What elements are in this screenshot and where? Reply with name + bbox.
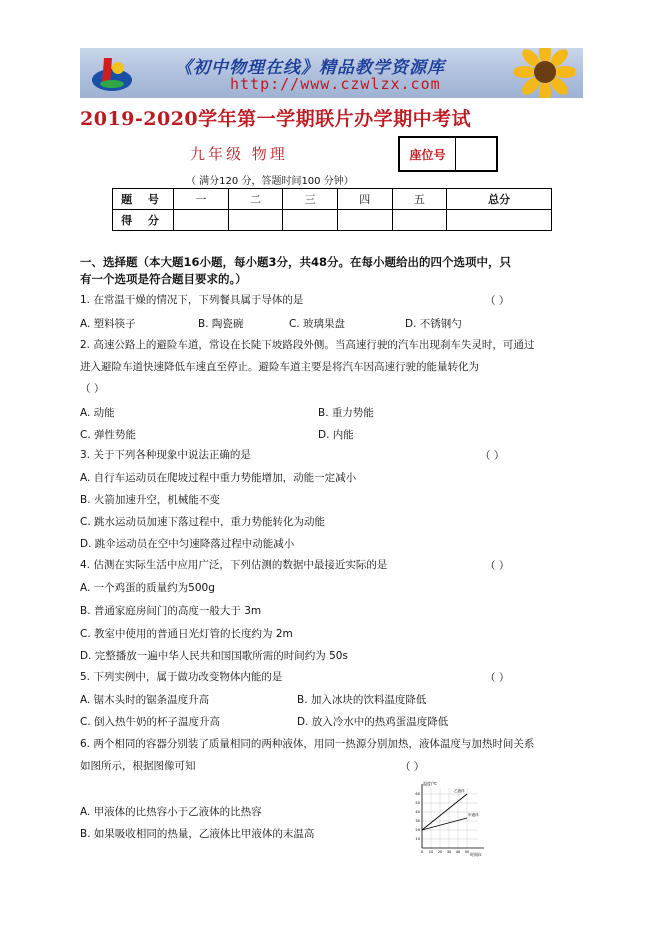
score-cell: 三 <box>283 189 338 210</box>
option-c: C. 跳水运动员加速下落过程中，重力势能转化为动能 <box>80 516 326 528</box>
graph-ylabel: 温度/℃ <box>423 781 437 786</box>
question-5-stem: 5. 下列实例中，属于做功改变物体内能的是 <box>80 671 283 683</box>
option-b: B. 重力势能 <box>318 407 374 419</box>
graph-xlabel: 时间/s <box>470 852 482 857</box>
answer-blank: （ ） <box>400 761 425 773</box>
score-cell <box>392 210 447 231</box>
score-cell <box>447 210 552 231</box>
answer-blank: （ ） <box>485 560 510 572</box>
score-cell: 四 <box>337 189 392 210</box>
option-c: C. 教室中使用的普通日光灯管的长度约为 2m <box>80 628 293 640</box>
option-b: B. 加入冰块的饮料温度降低 <box>297 694 427 706</box>
question-6-line1: 6. 两个相同的容器分别装了质量相同的两种液体，用同一热源分别加热，液体温度与加热时间关系 <box>80 738 535 750</box>
option-b: B. 如果吸收相同的热量，乙液体比甲液体的末温高 <box>80 828 315 840</box>
banner-url: http://www.czwlzx.com <box>230 75 441 93</box>
option-d: D. 完整播放一遍中华人民共和国国歌所需的时间约为 50s <box>80 650 348 662</box>
seat-number-box <box>398 136 498 172</box>
option-a: A. 一个鸡蛋的质量约为500g <box>80 582 215 594</box>
x-tick-label: 40 <box>455 850 461 854</box>
question-3-stem: 3. 关于下列各种现象中说法正确的是 <box>80 449 251 461</box>
option-c: C. 玻璃果盘 <box>289 318 346 330</box>
score-cell <box>174 210 229 231</box>
option-d: D. 内能 <box>318 429 354 441</box>
exam-info: （ 满分120 分，答题时间100 分钟） <box>186 176 354 187</box>
grade-subject: 九年级 物理 <box>190 145 288 163</box>
option-b: B. 普通家庭房间门的高度一般大于 3m <box>80 605 262 617</box>
option-c: C. 倒入热牛奶的杯子温度升高 <box>80 716 221 728</box>
question-2-line2: 进入避险车道快速降低车速直至停止。避险车道主要是将汽车因高速行驶的能量转化为 <box>80 361 479 373</box>
y-tick-label: 60 <box>415 792 420 796</box>
question-1-stem: 1. 在常温干燥的情况下，下列餐具属于导体的是 <box>80 294 304 306</box>
option-a: A. 塑料筷子 <box>80 318 136 330</box>
seat-value <box>456 138 496 170</box>
score-table <box>112 188 552 231</box>
series-label-jia: 甲液体 <box>468 813 479 817</box>
option-d: D. 跳伞运动员在空中匀速降落过程中动能减小 <box>80 538 295 550</box>
y-tick-label: 30 <box>415 819 420 823</box>
score-cell: 一 <box>174 189 229 210</box>
answer-blank: （ ） <box>80 383 105 395</box>
score-cell: 五 <box>392 189 447 210</box>
x-tick-label: 20 <box>437 850 443 854</box>
x-tick-label: 30 <box>446 850 452 854</box>
banner-title: 《初中物理在线》精品教学资源库 <box>175 58 445 78</box>
x-tick-label: 50 <box>464 850 470 854</box>
score-cell <box>283 210 338 231</box>
answer-blank: （ ） <box>485 672 510 684</box>
sunflower-icon <box>505 48 575 98</box>
option-b: B. 陶瓷碗 <box>198 318 244 330</box>
option-c: C. 弹性势能 <box>80 429 137 441</box>
y-tick-label: 20 <box>415 828 420 832</box>
answer-blank: （ ） <box>485 295 510 307</box>
temperature-time-graph <box>408 780 498 860</box>
score-cell <box>337 210 392 231</box>
score-cell: 二 <box>228 189 283 210</box>
score-table-score-row <box>113 210 552 231</box>
answer-blank: （ ） <box>480 450 505 462</box>
logo-icon <box>90 54 134 94</box>
exam-title: 2019-2020学年第一学期联片办学期中考试 <box>80 108 472 130</box>
score-cell <box>228 210 283 231</box>
series-label-yi: 乙液体 <box>454 789 465 793</box>
score-cell: 总分 <box>447 189 552 210</box>
x-tick-label: 10 <box>428 850 434 854</box>
header-banner <box>80 48 583 98</box>
score-cell: 题 号 <box>113 189 174 210</box>
option-d: D. 不锈钢勺 <box>405 318 462 330</box>
question-6-line2: 如图所示，根据图像可知 <box>80 760 196 772</box>
y-tick-label: 10 <box>415 837 420 841</box>
score-cell: 得 分 <box>113 210 174 231</box>
score-table-header-row <box>113 189 552 210</box>
x-tick-label: 0 <box>420 850 424 854</box>
option-a: A. 锯木头时的锯条温度升高 <box>80 694 210 706</box>
series-line-jia <box>422 818 467 830</box>
option-b: B. 火箭加速升空，机械能不变 <box>80 494 220 506</box>
option-d: D. 放入冷水中的热鸡蛋温度降低 <box>297 716 449 728</box>
option-a: A. 动能 <box>80 407 115 419</box>
seat-label: 座位号 <box>400 138 456 170</box>
y-tick-label: 40 <box>415 810 420 814</box>
section-heading-line1: 一、选择题（本大题16小题，每小题3分，共48分。在每小题给出的四个选项中，只 <box>80 255 512 269</box>
question-2-line1: 2. 高速公路上的避险车道，常设在长陡下坡路段外侧。当高速行驶的汽车出现刹车失灵时，可通过 <box>80 339 535 351</box>
y-tick-label: 50 <box>415 801 420 805</box>
section-heading-line2: 有一个选项是符合题目要求的。） <box>80 272 247 286</box>
option-a: A. 自行车运动员在爬坡过程中重力势能增加，动能一定减小 <box>80 472 357 484</box>
question-4-stem: 4. 估测在实际生活中应用广泛，下列估测的数据中最接近实际的是 <box>80 559 388 571</box>
option-a: A. 甲液体的比热容小于乙液体的比热容 <box>80 806 262 818</box>
